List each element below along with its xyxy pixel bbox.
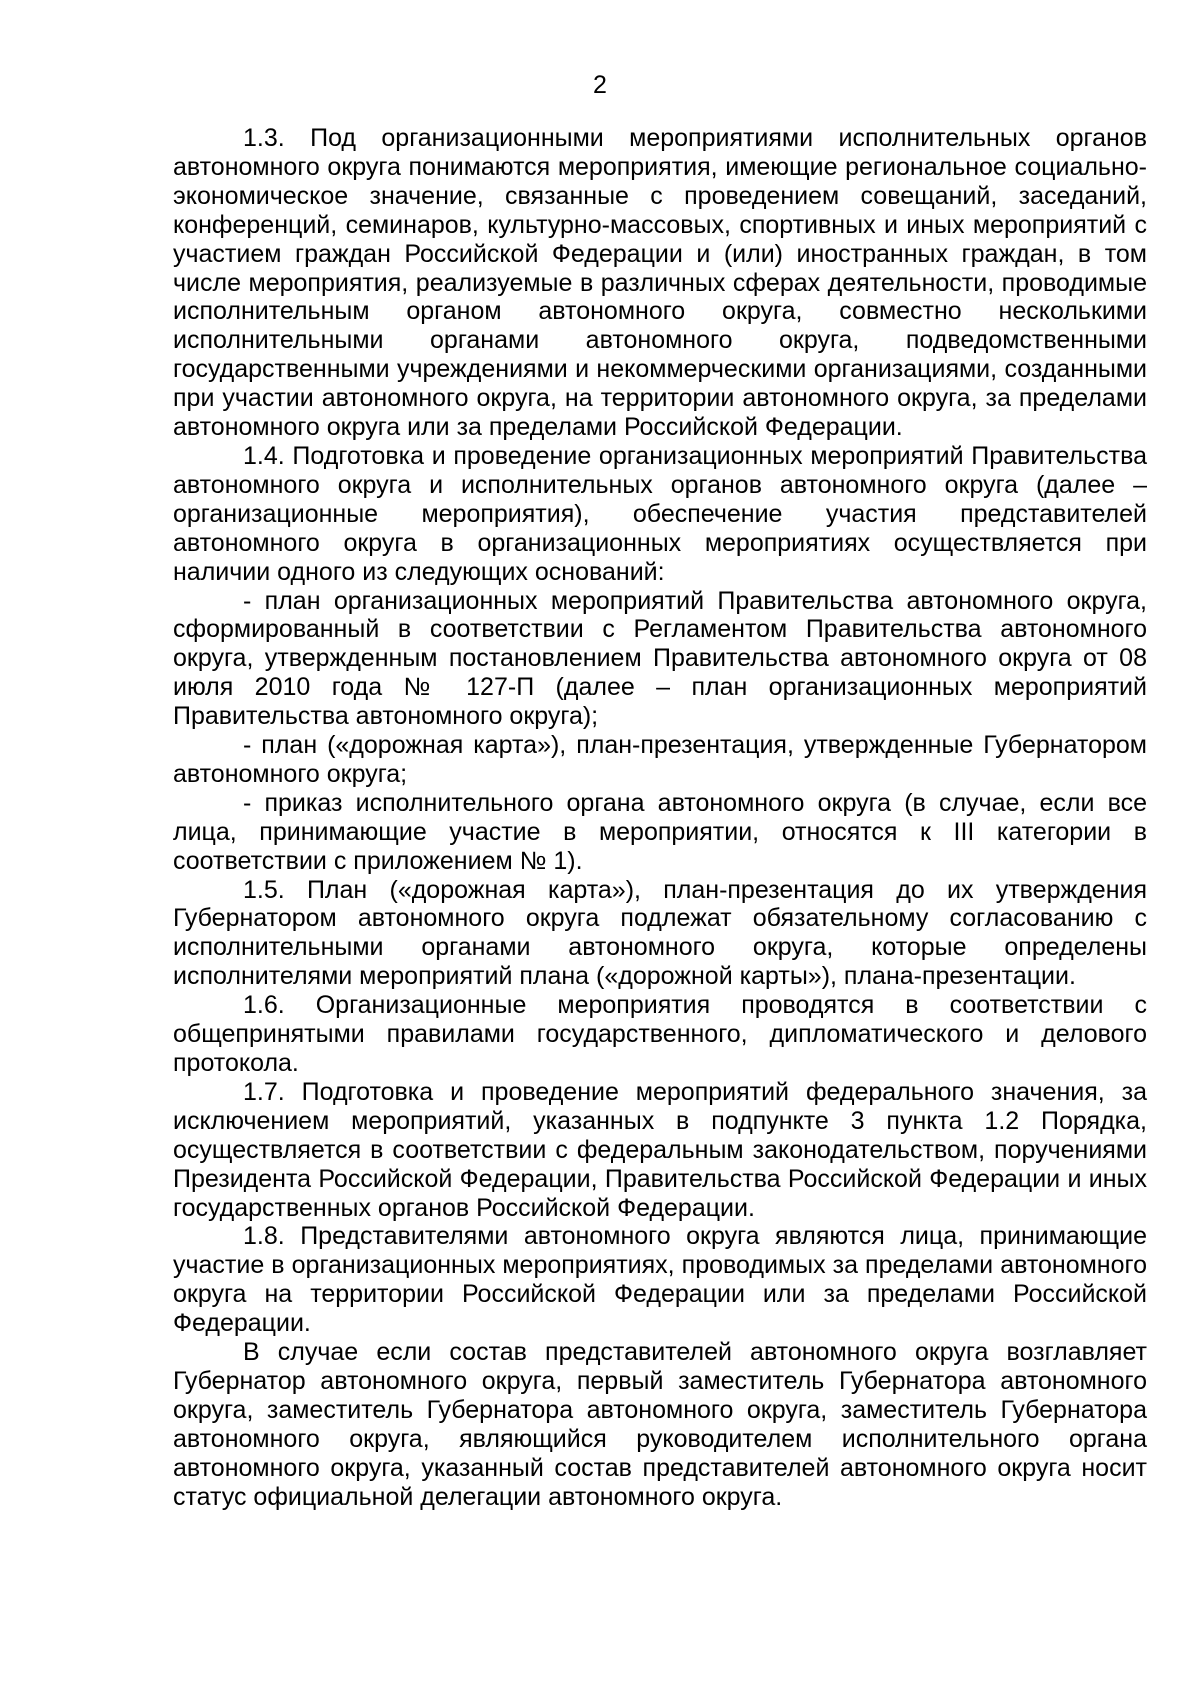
- paragraph-1-4: 1.4. Подготовка и проведение организационных мероприятий Правительства автономного округа и исполнительных органов автономного округа (далее – организационные мероприятия), обеспечение участия представителей автономного округа в организационных мероприятиях осуществляется при наличии одного из следующих оснований:: [173, 441, 1147, 586]
- list-item-roadmap: - план («дорожная карта»), план-презентация, утвержденные Губернатором автономного округа;: [173, 731, 1147, 788]
- paragraph-1-3: 1.3. Под организационными мероприятиями исполнительных органов автономного округа понимаются мероприятия, имеющие региональное социально-экономическое значение, связанные с проведением совещаний, заседаний, конференций, семинаров, культурно-массовых, спортивных и иных мероприятий с участием граждан Российской Федерации и (или) иностранных граждан, в том числе мероприятия, реализуемые в различных сферах деятельности, проводимые исполнительным органом автономного округа, совместно несколькими исполнительными органами автономного округа, подведомственными государственными учреждениями и некоммерческими организациями, созданными при участии автономного округа, на территории автономного округа, за пределами автономного округа или за пределами Российской Федерации.: [173, 124, 1147, 442]
- list-item-order: - приказ исполнительного органа автономного округа (в случае, если все лица, принимающие участие в мероприятии, относятся к III категории в соответствии с приложением № 1).: [173, 788, 1147, 875]
- document-body: [173, 124, 1147, 1512]
- paragraph-1-5: 1.5. План («дорожная карта»), план-презентация до их утверждения Губернатором автономного округа подлежат обязательному согласованию с исполнительными органами автономного округа, которые определены исполнителями мероприятий плана («дорожной карты»), плана-презентации.: [173, 875, 1147, 991]
- paragraph-1-7: 1.7. Подготовка и проведение мероприятий федерального значения, за исключением мероприятий, указанных в подпункте 3 пункта 1.2 Порядка, осуществляется в соответствии с федеральным законодательством, поручениями Президента Российской Федерации, Правительства Российской Федерации и иных государственных органов Российской Федерации.: [173, 1077, 1147, 1222]
- list-item-plan-government: - план организационных мероприятий Правительства автономного округа, сформированный в соответствии с Регламентом Правительства автономного округа, утвержденным постановлением Правительства автономного округа от 08 июля 2010 года № 127-П (далее – план организационных мероприятий Правительства автономного округа);: [173, 586, 1147, 731]
- page-number: 2: [593, 71, 607, 99]
- paragraph-delegation: В случае если состав представителей автономного округа возглавляет Губернатор автономного округа, первый заместитель Губернатора автономного округа, заместитель Губернатора автономного округа, заместитель Губернатора автономного округа, являющийся руководителем исполнительного органа автономного округа, указанный состав представителей автономного округа носит статус официальной делегации автономного округа.: [173, 1338, 1147, 1511]
- paragraph-1-6: 1.6. Организационные мероприятия проводятся в соответствии с общепринятыми правилами государственного, дипломатического и делового протокола.: [173, 991, 1147, 1077]
- paragraph-1-8: 1.8. Представителями автономного округа являются лица, принимающие участие в организационных мероприятиях, проводимых за пределами автономного округа на территории Российской Федерации или за пределами Российской Федерации.: [173, 1222, 1147, 1338]
